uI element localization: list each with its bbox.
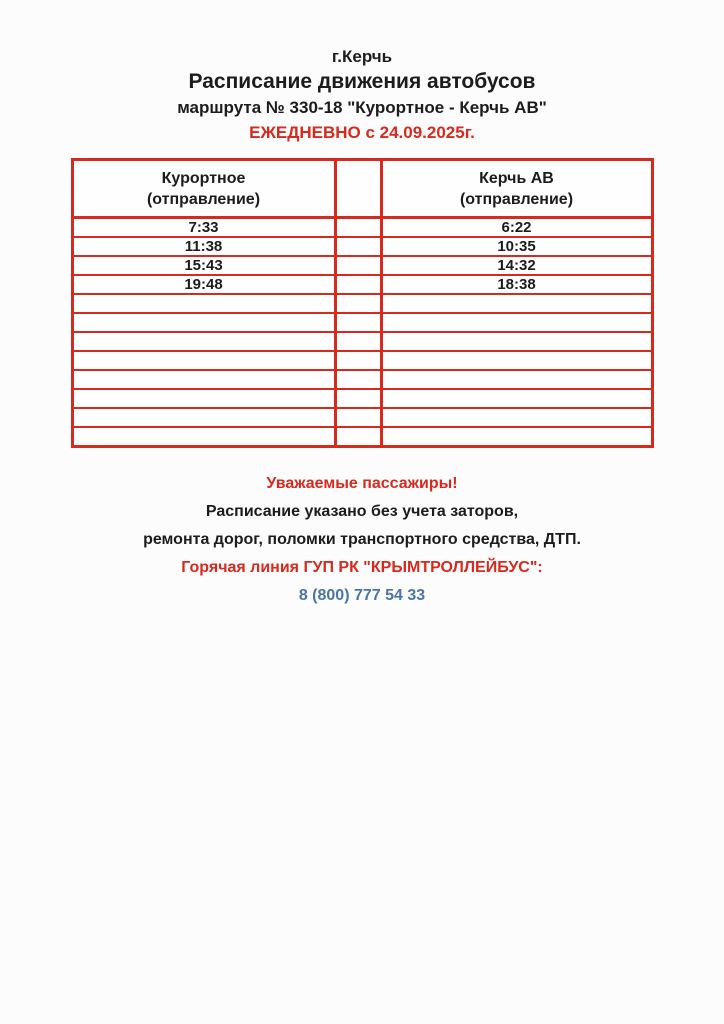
departure-time-kurortnoe: 11:38 [72,237,335,256]
departure-time-kurortnoe: 19:48 [72,275,335,294]
departure-time-kurortnoe [72,332,335,351]
spacer-cell [335,332,381,351]
departure-time-kurortnoe [72,427,335,446]
departure-time-kurortnoe [72,351,335,370]
departure-time-kurortnoe [72,370,335,389]
departure-time-kerch: 18:38 [381,275,652,294]
departure-time-kerch: 10:35 [381,237,652,256]
departure-time-kerch [381,408,652,427]
column-header-kurortnoe-sub: (отправление) [146,190,261,208]
column-header-kerch-name: Керчь АВ [479,169,554,187]
notice-line-1: Расписание указано без учета заторов, [205,502,519,520]
schedule-table-body [72,218,652,447]
schedule-table [71,158,654,448]
city-title: г.Керчь [331,47,393,66]
table-row [72,256,652,275]
spacer-cell [335,294,381,313]
spacer-cell [335,370,381,389]
departure-time-kerch [381,294,652,313]
table-row [72,275,652,294]
spacer-column-header [335,160,381,218]
table-row [72,408,652,427]
departure-time-kerch [381,427,652,446]
hotline-phone: 8 (800) 777 54 33 [298,586,426,604]
table-row [72,427,652,446]
table-row [72,389,652,408]
table-row [72,370,652,389]
spacer-cell [335,275,381,294]
column-header-kurortnoe-name: Курортное [161,169,246,187]
column-header-kurortnoe [72,160,335,218]
column-header-kerch [381,160,652,218]
notice-title: Уважаемые пассажиры! [266,474,458,492]
document-header [0,0,724,143]
departure-time-kurortnoe: 7:33 [72,218,335,238]
table-row [72,237,652,256]
departure-time-kurortnoe [72,408,335,427]
departure-time-kerch [381,389,652,408]
hotline-label: Горячая линия ГУП РК "КРЫМТРОЛЛЕЙБУС": [181,558,543,576]
table-row [72,351,652,370]
spacer-cell [335,256,381,275]
table-row [72,332,652,351]
spacer-cell [335,218,381,238]
notice-line-2: ремонта дорог, поломки транспортного средства, ДТП. [143,530,581,548]
departure-time-kurortnoe [72,313,335,332]
departure-time-kurortnoe [72,294,335,313]
schedule-validity: ЕЖЕДНЕВНО с 24.09.2025г. [249,123,475,142]
spacer-cell [335,313,381,332]
column-header-kerch-sub: (отправление) [459,190,574,208]
departure-time-kurortnoe [72,389,335,408]
departure-time-kerch [381,313,652,332]
table-row [72,294,652,313]
route-subtitle: маршрута № 330-18 "Курортное - Керчь АВ" [177,98,547,117]
table-row [72,313,652,332]
spacer-cell [335,389,381,408]
departure-time-kerch: 6:22 [381,218,652,238]
table-header-row [72,160,652,218]
spacer-cell [335,237,381,256]
spacer-cell [335,427,381,446]
document-footer [0,474,724,605]
departure-time-kerch [381,332,652,351]
spacer-cell [335,408,381,427]
page-title: Расписание движения автобусов [188,70,536,93]
table-row [72,218,652,238]
departure-time-kerch: 14:32 [381,256,652,275]
departure-time-kerch [381,351,652,370]
departure-time-kerch [381,370,652,389]
spacer-cell [335,351,381,370]
departure-time-kurortnoe: 15:43 [72,256,335,275]
